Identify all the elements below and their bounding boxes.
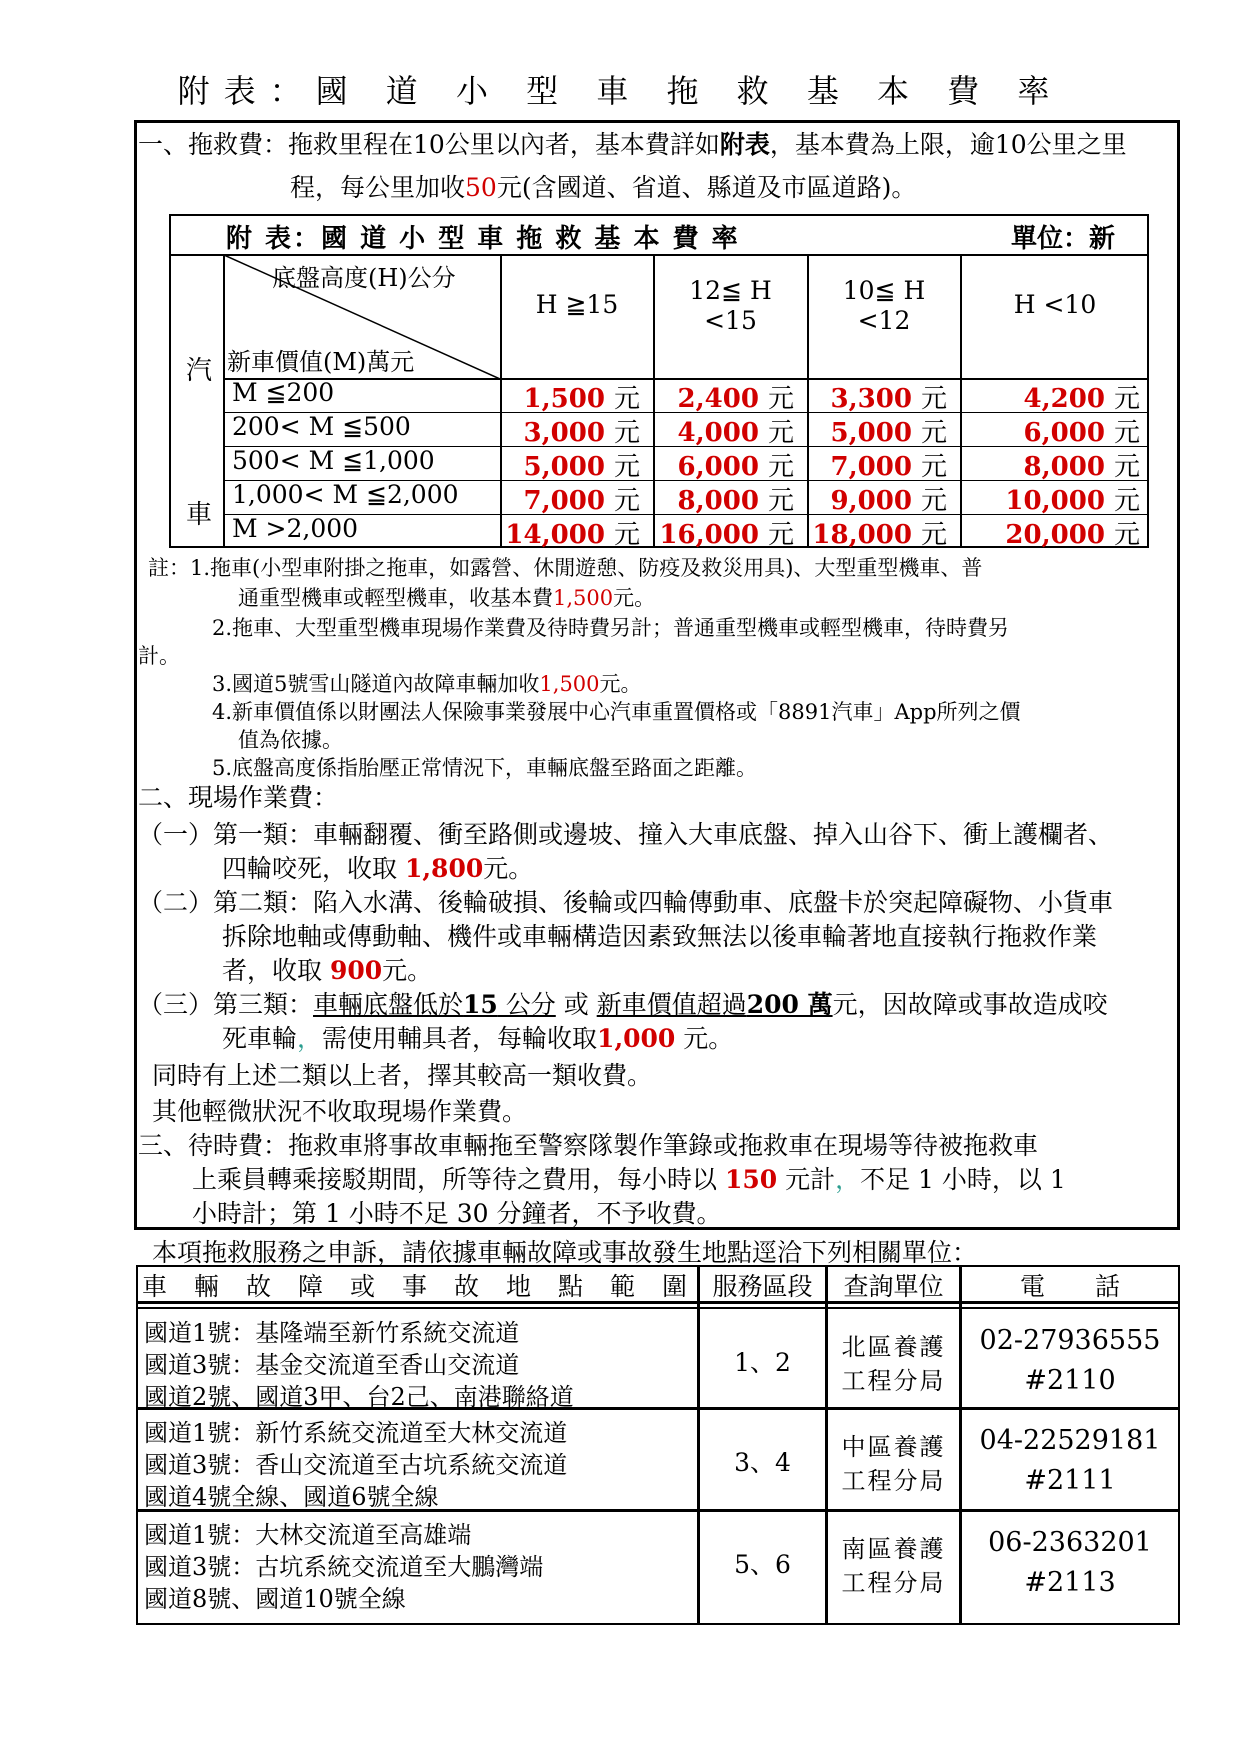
fee-value [644,412,794,449]
location-line: 國道3號：基金交流道至香山交流道 [144,1351,520,1379]
fee-amount: 7,000 [523,486,605,516]
currency-unit: 元 [613,520,640,550]
note-2-line-2: 計。 [138,644,180,668]
currency-unit: 元 [1113,418,1140,448]
note-1-line-1: 註：1.拖車(小型車附掛之拖車，如露營、休閒遊憩、防疫及救災用具)、大型重型機車、普 [148,556,983,580]
header-phone: 電 話 [1019,1272,1120,1301]
fee-value [990,480,1140,517]
phone-extension: #2113 [1024,1567,1116,1598]
location-line: 國道3號：古坑系統交流道至大鵬灣端 [144,1553,544,1581]
contact-unit-line-2: 工程分局 [841,1569,946,1597]
currency-unit: 元 [1113,486,1140,516]
fee-amount: 4,200 [1023,384,1105,414]
value-axis-label: 新車價值(M)萬元 [227,348,415,376]
fee-row-label: 500< M ≦1,000 [232,446,435,475]
fee-value [990,514,1140,551]
fee-row-label: 200< M ≦500 [232,412,411,441]
fee-value [490,412,640,449]
height-axis-label: 底盤高度(H)公分 [272,264,456,292]
phone-number: 02-27936555 [979,1325,1161,1356]
fee-amount: 18,000 [812,520,912,550]
fee-value [644,480,794,517]
fee-amount: 9,000 [830,486,912,516]
col-header-h-10-12: 10≦ H <12 [842,276,926,335]
fee-amount: 8,000 [1023,452,1105,482]
location-line: 國道1號：基隆端至新竹系統交流道 [144,1319,520,1347]
col-header-h-12-15: 12≦ H <15 [689,276,772,335]
fee-value [490,378,640,415]
fee-amount: 20,000 [1005,520,1105,550]
fee-value [490,446,640,483]
fee-amount: 3,000 [523,418,605,448]
phone-number: 06-2363201 [988,1527,1152,1558]
page-title: 附表：國 道 小 型 車 拖 救 基 本 費 率 [177,72,1064,110]
fee-amount: 10,000 [1005,486,1105,516]
fee-value [644,514,794,551]
onsite-class-1-line-2: 四輪咬死，收取 1,800元。 [222,854,534,883]
contact-unit-line-2: 工程分局 [841,1467,946,1495]
note-4-line-2: 值為依據。 [238,728,343,752]
onsite-minor-rule: 其他輕微狀況不收取現場作業費。 [152,1097,528,1126]
fee-amount: 16,000 [659,520,759,550]
service-section: 1、2 [734,1348,791,1377]
fee-value [797,412,947,449]
service-section: 3、4 [734,1448,791,1477]
fee-amount: 8,000 [677,486,759,516]
contact-unit-line-1: 中區養護 [841,1433,946,1461]
onsite-class-1-line-1: （一）第一類：車輛翻覆、衝至路側或邊坡、撞入大車底盤、掉入山谷下、衝上護欄者、 [138,820,1114,849]
currency-unit: 元 [613,384,640,414]
currency-unit: 元 [920,452,947,482]
onsite-multi-class-rule: 同時有上述二類以上者，擇其較高一類收費。 [152,1061,653,1090]
fee-value [990,412,1140,449]
note-4-line-1: 4.新車價值係以財團法人保險事業發展中心汽車重置價格或「8891汽車」App所列之價 [212,700,1021,724]
currency-unit: 元 [613,452,640,482]
header-contact-unit: 查詢單位 [843,1272,944,1301]
fee-row-label: M >2,000 [232,514,359,543]
currency-unit: 元 [767,486,794,516]
phone-extension: #2110 [1024,1365,1116,1396]
fee-value [644,378,794,415]
location-line: 國道3號：香山交流道至古坑系統交流道 [144,1451,568,1479]
service-section: 5、6 [734,1550,791,1579]
currency-unit: 元 [767,520,794,550]
fee-amount: 5,000 [830,418,912,448]
currency-unit: 元 [767,418,794,448]
side-label-car-top: 汽 [186,356,213,386]
fee-amount: 5,000 [523,452,605,482]
onsite-class-3-line-1: （三）第三類：車輛底盤低於15 公分 或 新車價值超過200 萬元，因故障或事故造成咬 [138,990,1108,1019]
side-label-car-bottom: 車 [186,500,213,530]
fee-value [990,446,1140,483]
fee-value [490,514,640,551]
fee-value [990,378,1140,415]
fee-amount: 3,300 [830,384,912,414]
currency-unit: 元 [920,486,947,516]
fee-value [797,446,947,483]
fee-table-title-row [171,216,1147,256]
currency-unit: 元 [920,384,947,414]
note-3: 3.國道5號雪山隧道內故障車輛加收1,500元。 [212,672,642,696]
currency-unit: 元 [920,418,947,448]
waiting-fee-line-3: 小時計；第 1 小時不足 30 分鐘者，不予收費。 [192,1199,722,1228]
col-header-h-lt-10: H <10 [1013,290,1097,319]
fee-amount: 1,500 [523,384,605,414]
fee-table-unit: 單位：新 [1011,224,1116,254]
location-line: 國道8號、國道10號全線 [144,1585,406,1613]
fee-amount: 7,000 [830,452,912,482]
fee-amount: 2,400 [677,384,759,414]
fee-value [797,480,947,517]
header-service-section: 服務區段 [712,1272,813,1301]
currency-unit: 元 [613,418,640,448]
fee-value [797,514,947,551]
contact-unit-line-1: 南區養護 [841,1535,946,1563]
fee-value [797,378,947,415]
currency-unit: 元 [920,520,947,550]
fee-amount: 4,000 [677,418,759,448]
phone-extension: #2111 [1024,1465,1116,1496]
note-2-line-1: 2.拖車、大型重型機車現場作業費及待時費另計；普通重型機車或輕型機車，待時費另 [212,616,1010,640]
location-line: 國道4號全線、國道6號全線 [144,1483,439,1511]
towing-fee-line-1: 一、拖救費：拖救里程在10公里以內者，基本費詳如附表，基本費為上限，逾10公里之里 [138,130,1127,159]
note-1-line-2: 通重型機車或輕型機車，收基本費1,500元。 [238,586,656,610]
fee-amount: 6,000 [677,452,759,482]
location-line: 國道2號、國道3甲、台2己、南港聯絡道 [144,1383,574,1411]
complaint-contact-table [136,1265,1180,1625]
waiting-fee-line-2: 上乘員轉乘接駁期間，所等待之費用，每小時以 150 元計，不足 1 小時，以 1 [192,1165,1066,1194]
contact-unit-line-2: 工程分局 [841,1367,946,1395]
fee-row-label: 1,000< M ≦2,000 [232,480,459,509]
currency-unit: 元 [767,452,794,482]
currency-unit: 元 [1113,520,1140,550]
onsite-class-2-line-1: （二）第二類：陷入水溝、後輪破損、後輪或四輪傳動車、底盤卡於突起障礙物、小貨車 [138,888,1114,917]
fee-amount: 6,000 [1023,418,1105,448]
location-line: 國道1號：大林交流道至高雄端 [144,1521,472,1549]
onsite-class-2-line-2: 拆除地軸或傳動軸、機件或車輛構造因素致無法以後車輪著地直接執行拖救作業 [222,922,1098,951]
currency-unit: 元 [767,384,794,414]
towing-fee-line-2: 程，每公里加收50元(含國道、省道、縣道及市區道路)。 [290,173,917,202]
grid-line [138,1307,1178,1309]
fee-table-title: 附 表：國 道 小 型 車 拖 救 基 本 費 率 [226,224,740,254]
contact-unit-line-1: 北區養護 [841,1333,946,1361]
header-location-range: 車 輛 故 障 或 事 故 地 點 範 圍 [142,1272,689,1301]
waiting-fee-line-1: 三、待時費：拖救車將事故車輛拖至警察隊製作筆錄或拖救車在現場等待被拖救車 [138,1131,1039,1160]
onsite-class-3-line-2: 死車輪，需使用輔具者，每輪收取1,000 元。 [222,1024,734,1053]
location-line: 國道1號：新竹系統交流道至大林交流道 [144,1419,568,1447]
currency-unit: 元 [613,486,640,516]
currency-unit: 元 [1113,384,1140,414]
complaint-intro: 本項拖救服務之申訴，請依據車輛故障或事故發生地點逕洽下列相關單位： [152,1238,978,1267]
fee-row-label: M ≦200 [232,378,335,407]
fee-value [490,480,640,517]
note-5: 5.底盤高度係指胎壓正常情況下，車輛底盤至路面之距離。 [212,756,758,780]
onsite-class-2-line-3: 者，收取 900元。 [222,956,433,985]
currency-unit: 元 [1113,452,1140,482]
fee-amount: 14,000 [505,520,605,550]
onsite-fee-heading: 二、現場作業費： [138,783,339,812]
phone-number: 04-22529181 [979,1425,1161,1456]
col-header-h-ge-15: H ≧15 [535,290,619,319]
fee-value [644,446,794,483]
